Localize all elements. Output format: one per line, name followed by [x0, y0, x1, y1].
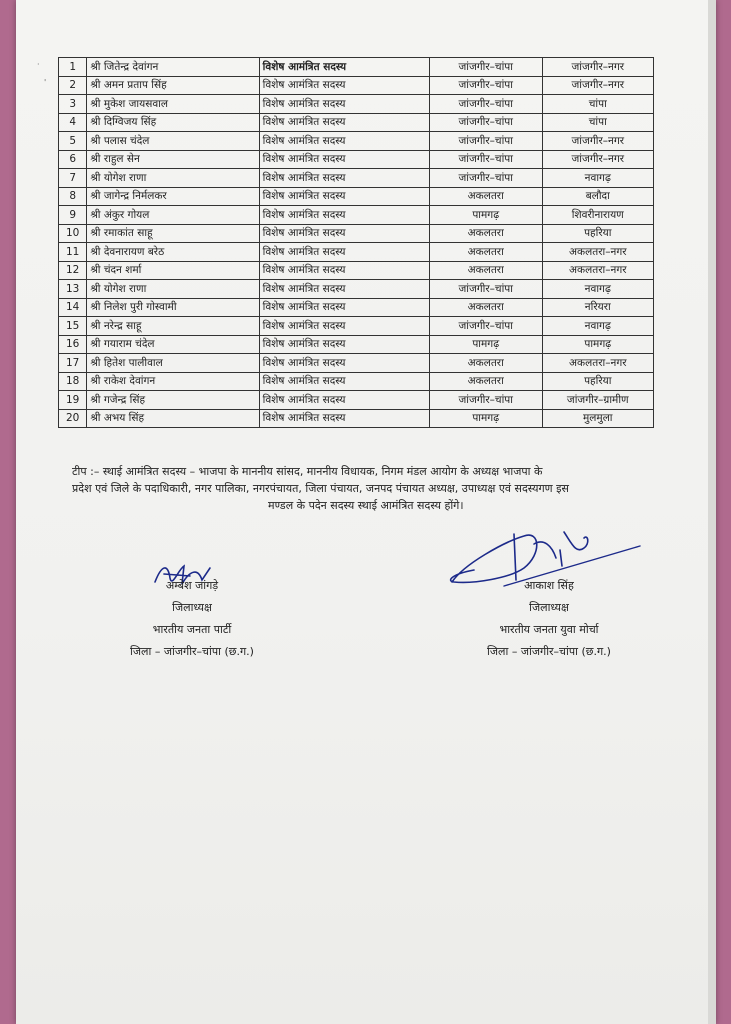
designation-cell: विशेष आमंत्रित सदस्य: [259, 409, 429, 428]
designation-cell: विशेष आमंत्रित सदस्य: [259, 243, 429, 262]
signatory-right-name: आकाश सिंह: [524, 579, 574, 592]
mandal-cell: अकलतरा: [429, 243, 542, 262]
table-row: [59, 95, 654, 114]
member-name-cell: श्री गयाराम चंदेल: [87, 335, 259, 354]
table-row: [59, 354, 654, 373]
serial-number-cell: 4: [59, 113, 87, 132]
designation-cell: विशेष आमंत्रित सदस्य: [259, 206, 429, 225]
serial-number-cell: 7: [59, 169, 87, 188]
mandal-cell: जांजगीर–चांपा: [429, 391, 542, 410]
signatory-left-org: भारतीय जनता पार्टी: [152, 623, 232, 636]
member-name-cell: श्री जागेन्द्र निर्मलकर: [87, 187, 259, 206]
table-row: [59, 335, 654, 354]
page-edge: [708, 0, 716, 1024]
table-row: [59, 261, 654, 280]
location-cell: पामगढ़: [542, 335, 653, 354]
mandal-cell: अकलतरा: [429, 224, 542, 243]
location-cell: अकलतरा–नगर: [542, 261, 653, 280]
signatory-right: [464, 575, 634, 663]
member-name-cell: श्री दिग्विजय सिंह: [87, 113, 259, 132]
location-cell: जांजगीर–नगर: [542, 132, 653, 151]
member-name-cell: श्री हितेश पालीवाल: [87, 354, 259, 373]
designation-cell: विशेष आमंत्रित सदस्य: [259, 150, 429, 169]
table-row: [59, 169, 654, 188]
location-cell: मुलमुला: [542, 409, 653, 428]
serial-number-cell: 1: [59, 58, 87, 77]
member-name-cell: श्री अमन प्रताप सिंह: [87, 76, 259, 95]
serial-number-cell: 12: [59, 261, 87, 280]
serial-number-cell: 13: [59, 280, 87, 299]
mandal-cell: जांजगीर–चांपा: [429, 95, 542, 114]
page-mark: ': [44, 78, 47, 87]
location-cell: शिवरीनारायण: [542, 206, 653, 225]
designation-cell: विशेष आमंत्रित सदस्य: [259, 298, 429, 317]
location-cell: अकलतरा–नगर: [542, 354, 653, 373]
table-row: [59, 224, 654, 243]
designation-cell: विशेष आमंत्रित सदस्य: [259, 261, 429, 280]
designation-cell: विशेष आमंत्रित सदस्य: [259, 224, 429, 243]
serial-number-cell: 8: [59, 187, 87, 206]
table-row: [59, 391, 654, 410]
table-row: [59, 150, 654, 169]
member-name-cell: श्री निलेश पुरी गोस्वामी: [87, 298, 259, 317]
serial-number-cell: 17: [59, 354, 87, 373]
signatory-left-title: जिलाध्यक्ष: [172, 601, 212, 614]
mandal-cell: पामगढ़: [429, 206, 542, 225]
signatory-left-district: जिला – जांजगीर–चांपा (छ.ग.): [130, 645, 254, 658]
location-cell: नरियरा: [542, 298, 653, 317]
member-name-cell: श्री योगेश राणा: [87, 280, 259, 299]
designation-cell: विशेष आमंत्रित सदस्य: [259, 187, 429, 206]
designation-cell: विशेष आमंत्रित सदस्य: [259, 58, 429, 77]
mandal-cell: पामगढ़: [429, 409, 542, 428]
location-cell: जांजगीर–नगर: [542, 58, 653, 77]
footnote-line-1: टीप :– स्थाई आमंत्रित सदस्य – भाजपा के माननीय सांसद, माननीय विधायक, निगम मंडल आयोग के अध्यक्ष भाजपा के: [72, 465, 543, 478]
designation-cell: विशेष आमंत्रित सदस्य: [259, 132, 429, 151]
member-name-cell: श्री पलास चंदेल: [87, 132, 259, 151]
table-row: [59, 187, 654, 206]
designation-cell: विशेष आमंत्रित सदस्य: [259, 372, 429, 391]
location-cell: जांजगीर–नगर: [542, 76, 653, 95]
serial-number-cell: 9: [59, 206, 87, 225]
footnote: [72, 463, 654, 514]
table-row: [59, 409, 654, 428]
serial-number-cell: 3: [59, 95, 87, 114]
serial-number-cell: 6: [59, 150, 87, 169]
table-row: [59, 76, 654, 95]
member-name-cell: श्री योगेश राणा: [87, 169, 259, 188]
member-name-cell: श्री अभय सिंह: [87, 409, 259, 428]
table-row: [59, 113, 654, 132]
member-name-cell: श्री चंदन शर्मा: [87, 261, 259, 280]
location-cell: अकलतरा–नगर: [542, 243, 653, 262]
location-cell: जांजगीर–नगर: [542, 150, 653, 169]
location-cell: चांपा: [542, 95, 653, 114]
mandal-cell: जांजगीर–चांपा: [429, 76, 542, 95]
signatory-right-district: जिला – जांजगीर–चांपा (छ.ग.): [487, 645, 611, 658]
serial-number-cell: 14: [59, 298, 87, 317]
page-mark: ·: [37, 60, 40, 69]
serial-number-cell: 11: [59, 243, 87, 262]
signatory-left: [112, 575, 272, 663]
designation-cell: विशेष आमंत्रित सदस्य: [259, 391, 429, 410]
mandal-cell: जांजगीर–चांपा: [429, 132, 542, 151]
members-table: [58, 57, 654, 428]
mandal-cell: जांजगीर–चांपा: [429, 280, 542, 299]
designation-cell: विशेष आमंत्रित सदस्य: [259, 280, 429, 299]
location-cell: बलौदा: [542, 187, 653, 206]
signatory-left-name: अम्बेश जांगड़े: [165, 579, 219, 592]
serial-number-cell: 5: [59, 132, 87, 151]
member-name-cell: श्री गजेन्द्र सिंह: [87, 391, 259, 410]
designation-cell: विशेष आमंत्रित सदस्य: [259, 335, 429, 354]
mandal-cell: जांजगीर–चांपा: [429, 317, 542, 336]
designation-cell: विशेष आमंत्रित सदस्य: [259, 317, 429, 336]
member-name-cell: श्री देवनारायण बरेठ: [87, 243, 259, 262]
mandal-cell: अकलतरा: [429, 298, 542, 317]
designation-cell: विशेष आमंत्रित सदस्य: [259, 113, 429, 132]
member-name-cell: श्री अंकुर गोयल: [87, 206, 259, 225]
member-name-cell: श्री मुकेश जायसवाल: [87, 95, 259, 114]
member-name-cell: श्री जितेन्द्र देवांगन: [87, 58, 259, 77]
signatory-right-title: जिलाध्यक्ष: [529, 601, 569, 614]
table-row: [59, 243, 654, 262]
signatory-right-org: भारतीय जनता युवा मोर्चा: [499, 623, 599, 636]
location-cell: चांपा: [542, 113, 653, 132]
serial-number-cell: 15: [59, 317, 87, 336]
location-cell: पहरिया: [542, 224, 653, 243]
footnote-line-2: प्रदेश एवं जिले के पदाधिकारी, नगर पालिका, नगरपंचायत, जिला पंचायत, जनपद पंचायत अध्यक्ष, उपाध्यक्ष एवं सदस्यगण इस: [72, 482, 569, 495]
location-cell: नवागढ़: [542, 317, 653, 336]
serial-number-cell: 19: [59, 391, 87, 410]
table-row: [59, 298, 654, 317]
serial-number-cell: 10: [59, 224, 87, 243]
location-cell: नवागढ़: [542, 169, 653, 188]
designation-cell: विशेष आमंत्रित सदस्य: [259, 76, 429, 95]
footnote-line-3: मण्डल के पदेन सदस्य स्थाई आमंत्रित सदस्य होंगे।: [268, 499, 464, 512]
mandal-cell: अकलतरा: [429, 354, 542, 373]
serial-number-cell: 18: [59, 372, 87, 391]
location-cell: जांजगीर–ग्रामीण: [542, 391, 653, 410]
member-name-cell: श्री नरेन्द्र साहू: [87, 317, 259, 336]
mandal-cell: जांजगीर–चांपा: [429, 58, 542, 77]
table-row: [59, 372, 654, 391]
serial-number-cell: 20: [59, 409, 87, 428]
location-cell: नवागढ़: [542, 280, 653, 299]
table-row: [59, 58, 654, 77]
serial-number-cell: 16: [59, 335, 87, 354]
table-row: [59, 132, 654, 151]
mandal-cell: अकलतरा: [429, 187, 542, 206]
member-name-cell: श्री राहुल सेन: [87, 150, 259, 169]
table-row: [59, 317, 654, 336]
designation-cell: विशेष आमंत्रित सदस्य: [259, 95, 429, 114]
table-row: [59, 280, 654, 299]
member-name-cell: श्री राकेश देवांगन: [87, 372, 259, 391]
mandal-cell: जांजगीर–चांपा: [429, 150, 542, 169]
designation-cell: विशेष आमंत्रित सदस्य: [259, 354, 429, 373]
serial-number-cell: 2: [59, 76, 87, 95]
mandal-cell: अकलतरा: [429, 372, 542, 391]
mandal-cell: अकलतरा: [429, 261, 542, 280]
mandal-cell: जांजगीर–चांपा: [429, 169, 542, 188]
location-cell: पहरिया: [542, 372, 653, 391]
member-name-cell: श्री रमाकांत साहू: [87, 224, 259, 243]
table-row: [59, 206, 654, 225]
mandal-cell: पामगढ़: [429, 335, 542, 354]
designation-cell: विशेष आमंत्रित सदस्य: [259, 169, 429, 188]
mandal-cell: जांजगीर–चांपा: [429, 113, 542, 132]
